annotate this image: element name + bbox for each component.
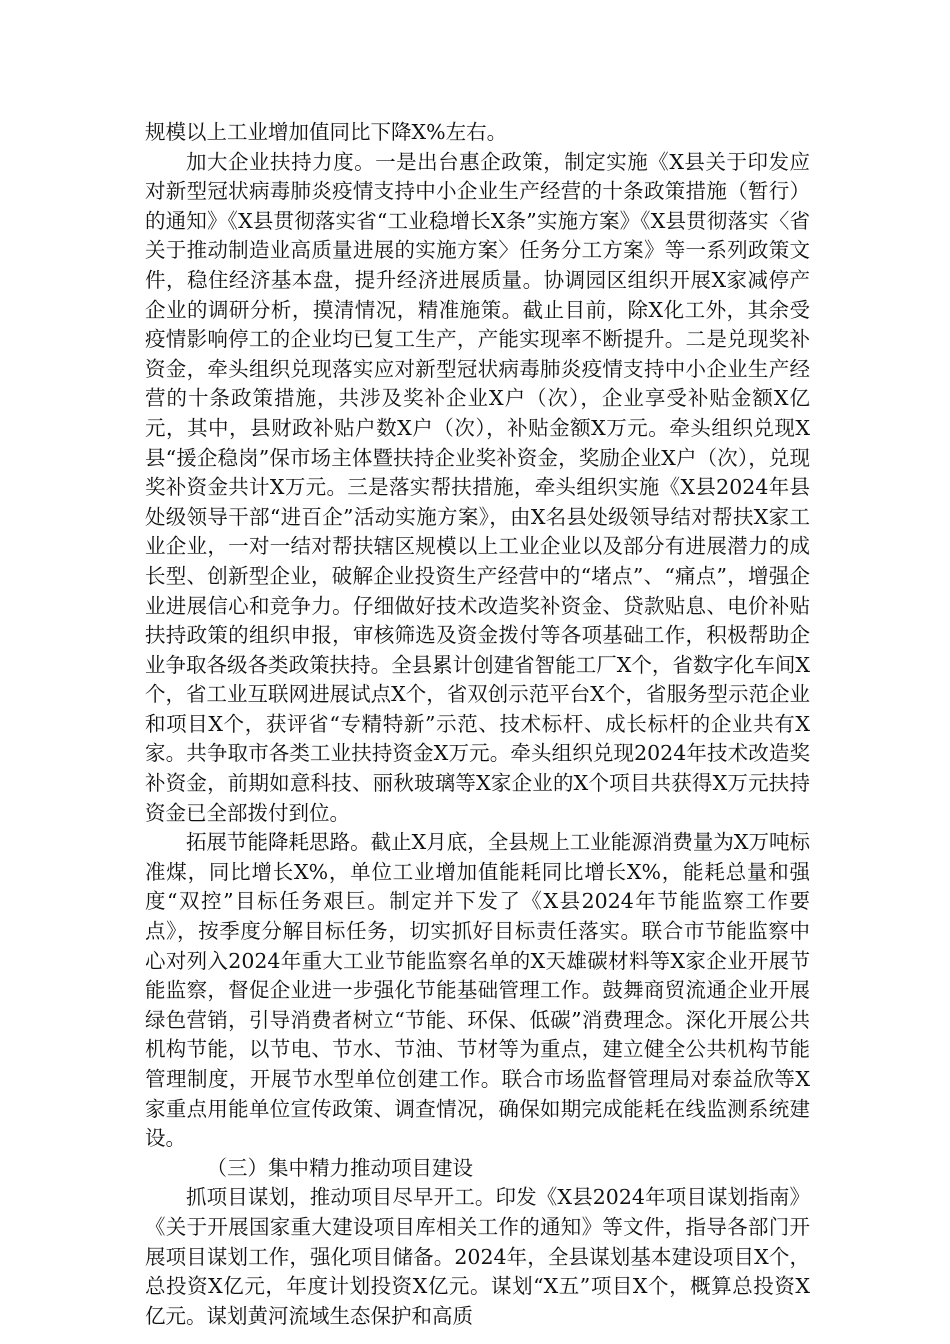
paragraph-project-planning: 抓项目谋划，推动项目尽早开工。印发《X县2024年项目谋划指南》《关于开展国家重大建设项目库相关工作的通知》等文件，指导各部门开展项目谋划工作，强化项目储备。2024年，全县谋划基本建设项目X个，总投资X亿元，年度计划投资X亿元。谋划“X五”项目X个，概算总投资X亿元。谋划黄河流域生态保护和高质 <box>145 1185 810 1328</box>
paragraph-energy-saving: 拓展节能降耗思路。截止X月底，全县规上工业能源消费量为X万吨标准煤，同比增长X%，单位工业增加值能耗同比增长X%，能耗总量和强度“双控”目标任务艰巨。制定并下发了《X县2024年节能监察工作要点》，按季度分解目标任务，切实抓好目标责任落实。联合市节能监察中心对列入2024年重大工业节能监察名单的X天雄碳材料等X家企业开展节能监察，督促企业进一步强化节能基础管理工作。鼓舞商贸流通企业开展绿色营销，引导消费者树立“节能、环保、低碳”消费理念。深化开展公共机构节能，以节电、节水、节油、节材等为重点，建立健全公共机构节能管理制度，开展节水型单位创建工作。联合市场监督管理局对泰益欣等X家重点用能单位宣传政策、调查情况，确保如期完成能耗在线监测系统建设。 <box>145 830 810 1151</box>
document-body <box>145 118 810 1331</box>
paragraph-enterprise-support: 加大企业扶持力度。一是出台惠企政策，制定实施《X县关于印发应对新型冠状病毒肺炎疫情支持中小企业生产经营的十条政策措施（暂行）的通知》《X县贯彻落实省“工业稳增长X条”实施方案》《X县贯彻落实〈省关于推动制造业高质量进展的实施方案〉任务分工方案》等一系列政策文件，稳住经济基本盘，提升经济进展质量。协调园区组织开展X家减停产企业的调研分析，摸清情况，精准施策。截止目前，除X化工外，其余受疫情影响停工的企业均已复工生产，产能实现率不断提升。二是兑现奖补资金，牵头组织兑现落实应对新型冠状病毒肺炎疫情支持中小企业生产经营的十条政策措施，共涉及奖补企业X户（次），企业享受补贴金额X亿元，其中，县财政补贴户数X户（次），补贴金额X万元。牵头组织兑现X县“援企稳岗”保市场主体暨扶持企业奖补资金，奖励企业X户（次），兑现奖补资金共计X万元。三是落实帮扶措施，牵头组织实施《X县2024年县处级领导干部“进百企”活动实施方案》，由X名县处级领导结对帮扶X家工业企业，一对一结对帮扶辖区规模以上工业企业以及部分有进展潜力的成长型、创新型企业，破解企业投资生产经营中的“堵点”、“痛点”，增强企业进展信心和竞争力。仔细做好技术改造奖补资金、贷款贴息、电价补贴扶持政策的组织申报，审核筛选及资金拨付等各项基础工作，积极帮助企业争取各级各类政策扶持。全县累计创建省智能工厂X个，省数字化车间X个，省工业互联网进展试点X个，省双创示范平台X个，省服务型示范企业和项目X个，获评省“专精特新”示范、技术标杆、成长标杆的企业共有X家。共争取市各类工业扶持资金X万元。牵头组织兑现2024年技术改造奖补资金，前期如意科技、丽秋玻璃等X家企业的X个项目共获得X万元扶持资金已全部拨付到位。 <box>145 149 810 825</box>
section-heading-project-construction: （三）集中精力推动项目建设 <box>206 1155 473 1180</box>
paragraph-continuation: 规模以上工业增加值同比下降X%左右。 <box>145 120 508 144</box>
